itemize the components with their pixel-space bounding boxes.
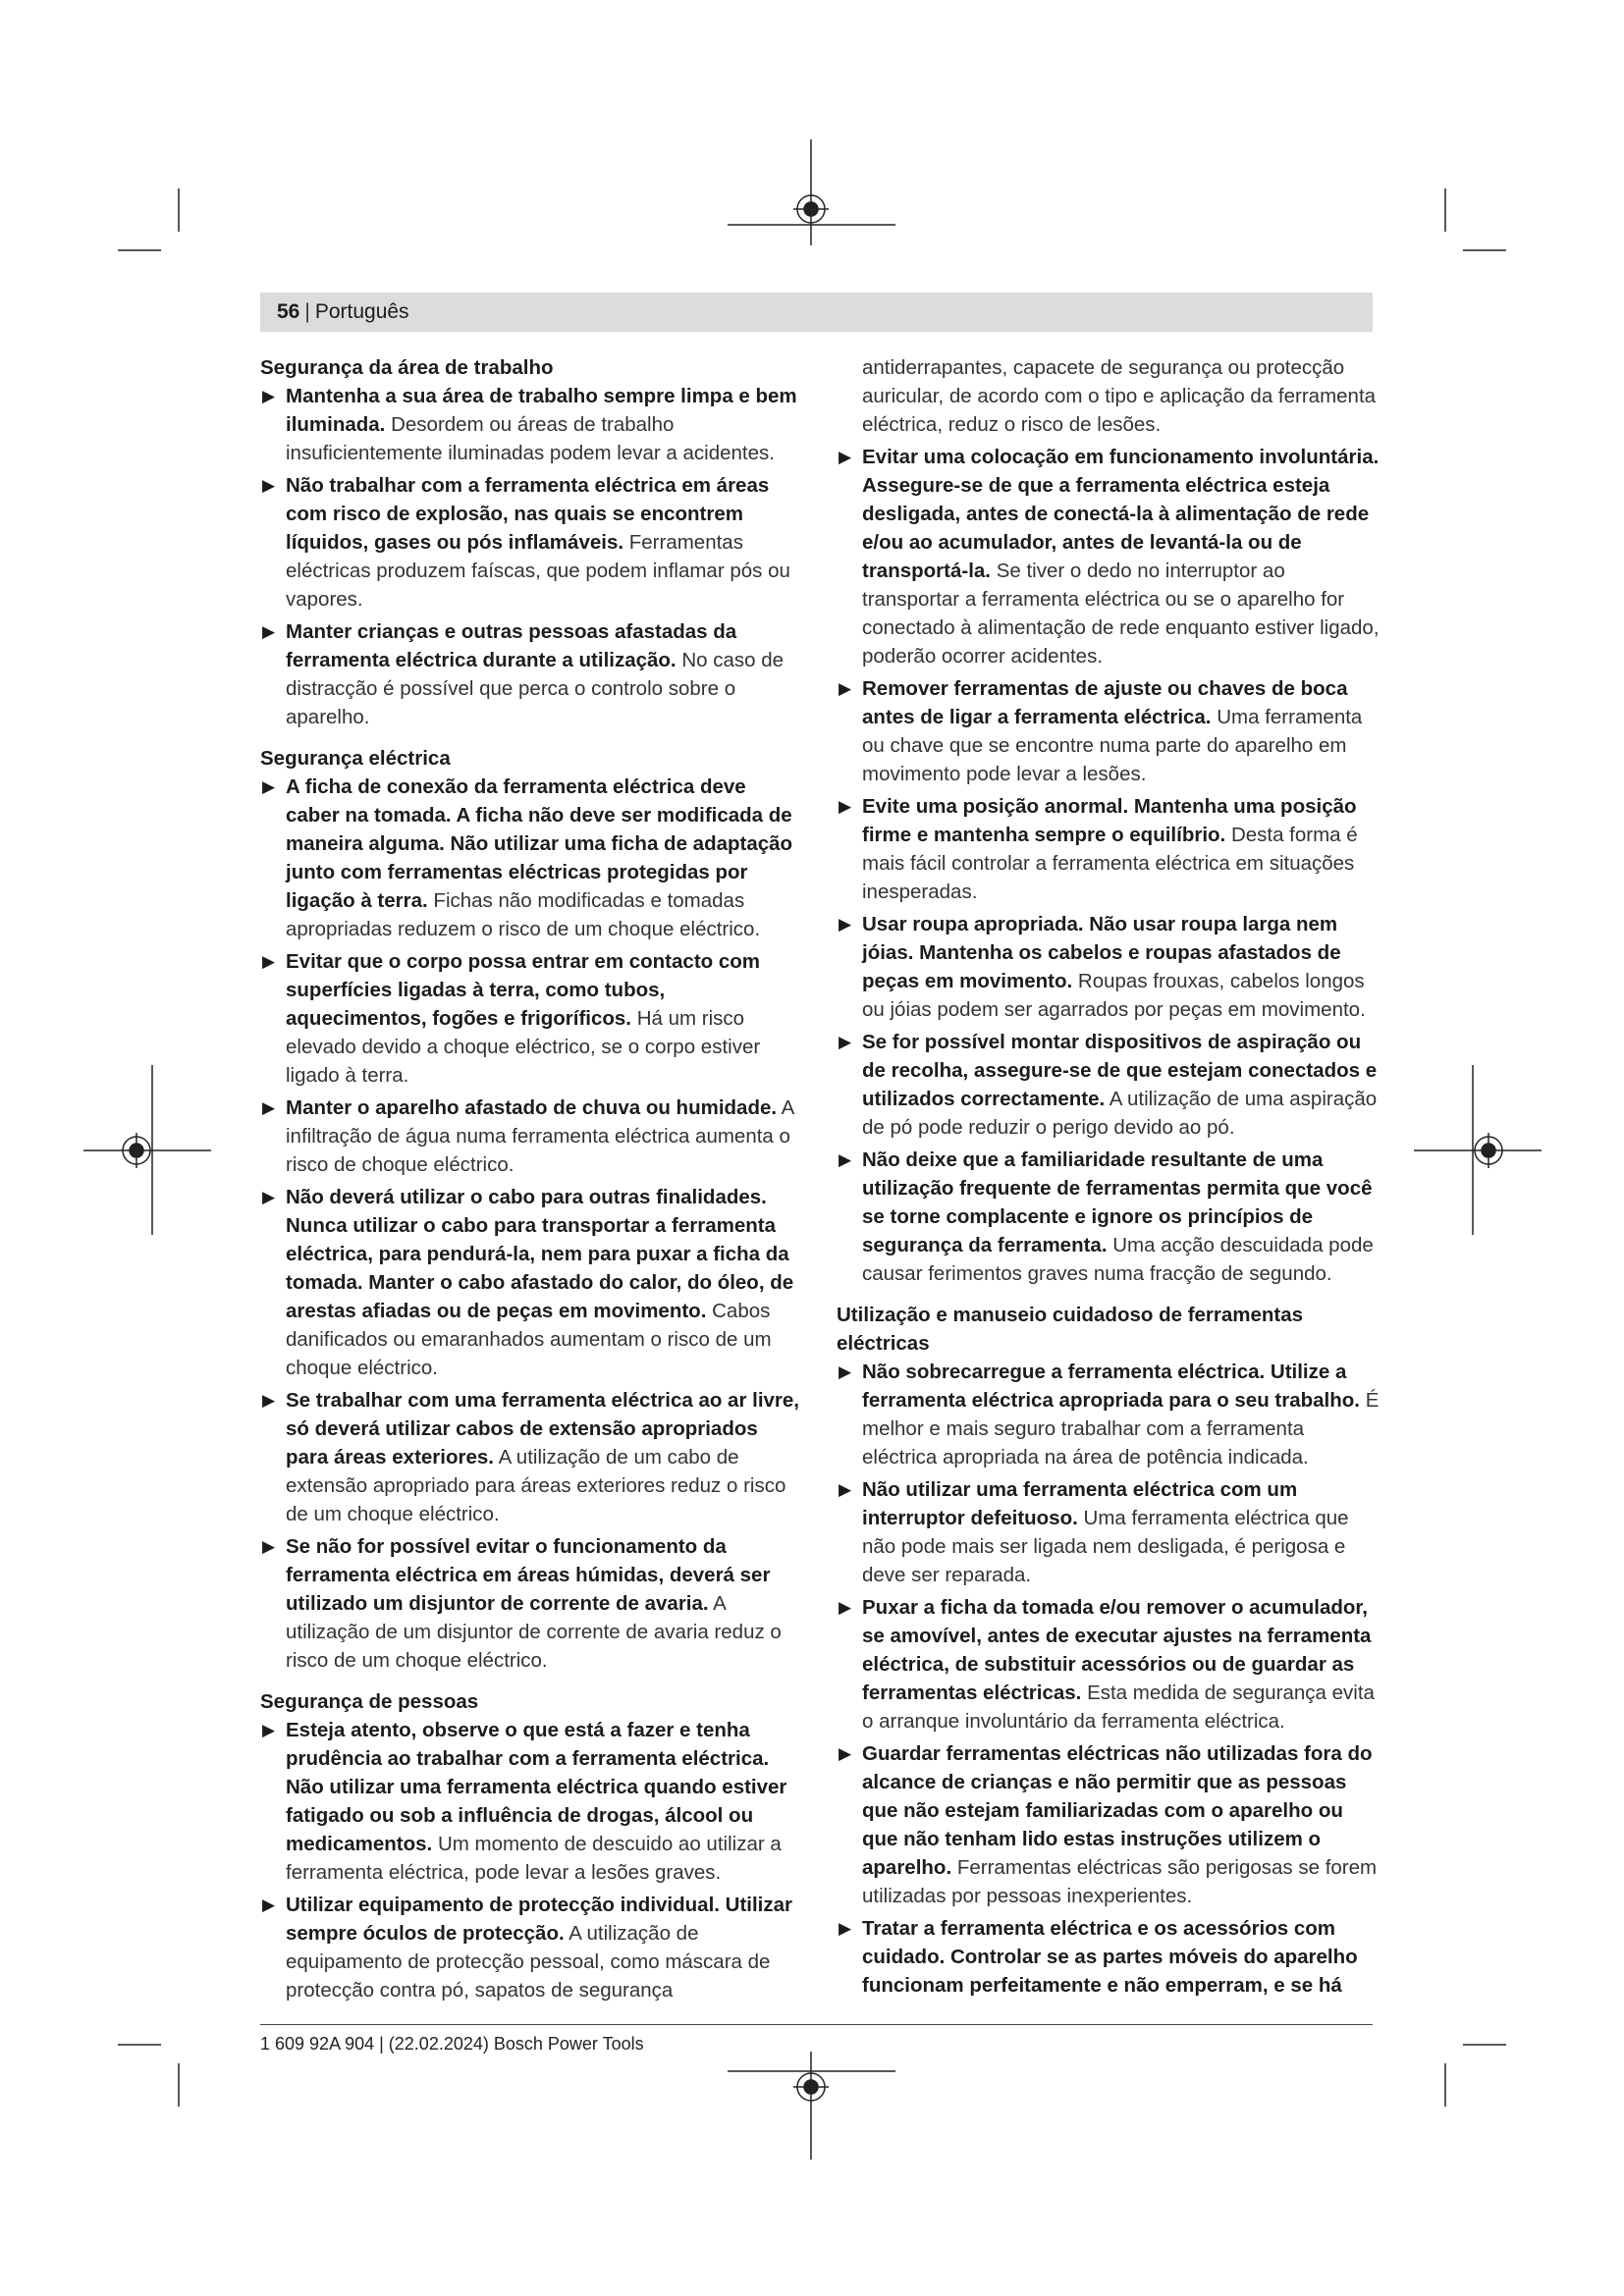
safety-instruction: [837, 1358, 1380, 1471]
left-column: [260, 353, 800, 2008]
instruction-explanation: Uma ferramenta eléctrica que não pode mais ser ligada nem desligada, é perigosa e deve ser reparada.: [862, 1507, 1349, 1586]
crosshair-registration-icon: [728, 2052, 895, 2160]
instruction-explanation: Fichas não modificadas e tomadas apropriadas reduzem o risco de um choque eléctrico.: [286, 889, 761, 940]
right-column: [837, 353, 1380, 2003]
right-triangle-icon: ▶: [839, 1362, 852, 1381]
instruction-explanation: Uma acção descuidada pode causar ferimentos graves numa fracção de segundo.: [862, 1234, 1374, 1285]
instruction-explanation: Roupas frouxas, cabelos longos ou jóias podem ser agarrados por peças em movimento.: [862, 970, 1366, 1021]
crosshair-registration-icon: [83, 1065, 211, 1235]
safety-instruction: [260, 382, 800, 467]
instruction-bold: A ficha de conexão da ferramenta eléctrica deve caber na tomada. A ficha não deve ser modificada de maneira alguma. Não utilizar uma ficha de adaptação junto com ferramentas eléctricas protegidas por ligação à terra.: [286, 775, 793, 912]
right-triangle-icon: ▶: [262, 777, 276, 796]
right-triangle-icon: ▶: [262, 476, 276, 495]
right-triangle-icon: ▶: [839, 797, 852, 816]
instruction-explanation: Cabos danificados ou emaranhados aumentam o risco de um choque eléctrico.: [286, 1300, 772, 1379]
page-header: [260, 293, 1373, 332]
instruction-bold: Mantenha a sua área de trabalho sempre limpa e bem iluminada.: [286, 385, 797, 436]
section-title: Segurança de pessoas: [260, 1690, 479, 1713]
safety-instruction: [837, 792, 1380, 906]
instruction-explanation: Ferramentas eléctricas são perigosas se forem utilizadas por pessoas inexperientes.: [862, 1856, 1378, 1907]
safety-instruction: [260, 1183, 800, 1382]
right-triangle-icon: ▶: [839, 1150, 852, 1169]
footer-rule: [260, 2024, 1373, 2025]
instruction-explanation: Desordem ou áreas de trabalho insuficientemente iluminadas podem levar a acidentes.: [286, 413, 775, 464]
right-triangle-icon: ▶: [262, 1098, 276, 1117]
safety-instruction: [260, 1891, 800, 2004]
instruction-bold: Não utilizar uma ferramenta eléctrica com um interruptor defeituoso.: [862, 1478, 1298, 1529]
right-triangle-icon: ▶: [262, 1896, 276, 1914]
continued-text: antiderrapantes, capacete de segurança ou protecção auricular, de acordo com o tipo e aplicação da ferramenta eléctrica, reduz o risco de lesões.: [862, 356, 1377, 436]
instruction-bold: Manter o aparelho afastado de chuva ou humidade.: [286, 1096, 778, 1119]
right-triangle-icon: ▶: [262, 1188, 276, 1206]
safety-instruction: [837, 1475, 1380, 1589]
safety-instruction: [260, 947, 800, 1090]
instruction-bold: Tratar a ferramenta eléctrica e os acessórios com cuidado. Controlar se as partes móveis do aparelho funcionam perfeitamente e não emperram, e se há: [862, 1917, 1358, 1997]
safety-instruction: [260, 1094, 800, 1179]
instruction-explanation: Um momento de descuido ao utilizar a ferramenta eléctrica, pode levar a lesões graves.: [286, 1833, 782, 1884]
header-separator: |: [304, 300, 310, 323]
instruction-explanation: Ferramentas eléctricas produzem faíscas, que podem inflamar pós ou vapores.: [286, 531, 790, 611]
instruction-bold: Evite uma posição anormal. Mantenha uma posição firme e mantenha sempre o equilíbrio.: [862, 795, 1357, 846]
instruction-explanation: Uma ferramenta ou chave que se encontre numa parte do aparelho em movimento pode levar a lesões.: [862, 706, 1363, 785]
right-triangle-icon: ▶: [262, 622, 276, 641]
safety-instruction: [260, 773, 800, 943]
instruction-explanation: A utilização de uma aspiração de pó pode reduzir o perigo devido ao pó.: [862, 1088, 1378, 1139]
instruction-bold: Usar roupa apropriada. Não usar roupa larga nem jóias. Mantenha os cabelos e roupas afastados de peças em movimento.: [862, 913, 1341, 992]
safety-instruction: [260, 1532, 800, 1675]
instruction-explanation: Há um risco elevado devido a choque eléctrico, se o corpo estiver ligado à terra.: [286, 1007, 761, 1087]
instruction-bold: Utilizar equipamento de protecção individual. Utilizar sempre óculos de protecção.: [286, 1894, 793, 1945]
right-triangle-icon: ▶: [839, 448, 852, 466]
right-triangle-icon: ▶: [262, 952, 276, 971]
safety-instruction: [260, 617, 800, 731]
instruction-bold: Não sobrecarregue a ferramenta eléctrica. Utilize a ferramenta eléctrica apropriada para o seu trabalho.: [862, 1361, 1360, 1412]
safety-instruction: [837, 443, 1380, 670]
safety-instruction: [260, 471, 800, 614]
instruction-explanation: Desta forma é mais fácil controlar a ferramenta eléctrica em situações inesperadas.: [862, 824, 1358, 903]
safety-instruction: [837, 674, 1380, 788]
safety-instruction: [837, 910, 1380, 1024]
safety-instruction: [837, 1028, 1380, 1142]
instruction-explanation: Se tiver o dedo no interruptor ao transportar a ferramenta eléctrica ou se o aparelho for conectado à alimentação de rede enquanto estiver ligado, poderão ocorrer acidentes.: [862, 560, 1380, 667]
instruction-bold: Evitar uma colocação em funcionamento involuntária. Assegure-se de que a ferramenta eléctrica esteja desligada, antes de conectá-la à alimentação de rede e/ou ao acumulador, antes de levantá-la ou de transportá-la.: [862, 446, 1380, 582]
footer-text: 1 609 92A 904 | (22.02.2024) Bosch Power Tools: [260, 2034, 644, 2054]
instruction-bold: Não trabalhar com a ferramenta eléctrica em áreas com risco de explosão, nas quais se encontrem líquidos, gases ou pós inflamáveis.: [286, 474, 770, 554]
instruction-bold: Se for possível montar dispositivos de aspiração ou de recolha, assegure-se de que estejam conectados e utilizados correctamente.: [862, 1031, 1378, 1110]
instruction-explanation: A utilização de equipamento de protecção pessoal, como máscara de protecção contra pó, sapatos de segurança: [286, 1922, 771, 2002]
right-triangle-icon: ▶: [839, 1919, 852, 1938]
instruction-explanation: É melhor e mais seguro trabalhar com a ferramenta eléctrica apropriada na área de potência indicada.: [862, 1389, 1380, 1468]
section-title: Segurança eléctrica: [260, 747, 451, 770]
header-language: Português: [314, 300, 409, 323]
section-title: Segurança da área de trabalho: [260, 356, 554, 379]
instruction-bold: Evitar que o corpo possa entrar em contacto com superfícies ligadas à terra, como tubos, aquecimentos, fogões e frigoríficos.: [286, 950, 761, 1030]
crosshair-registration-icon: [1414, 1065, 1542, 1235]
right-triangle-icon: ▶: [262, 1391, 276, 1410]
right-triangle-icon: ▶: [839, 1744, 852, 1763]
instruction-explanation: A utilização de um cabo de extensão apropriado para áreas exteriores reduz o risco de um choque eléctrico.: [286, 1446, 786, 1525]
safety-instruction: [837, 1146, 1380, 1288]
instruction-explanation: No caso de distracção é possível que perca o controlo sobre o aparelho.: [286, 649, 785, 728]
instruction-bold: Puxar a ficha da tomada e/ou remover o acumulador, se amovível, antes de executar ajustes na ferramenta eléctrica, de substituir acessórios ou de guardar as ferramentas eléctricas.: [862, 1596, 1372, 1704]
instruction-explanation: A infiltração de água numa ferramenta eléctrica aumenta o risco de choque eléctrico.: [286, 1096, 794, 1176]
safety-instruction: [837, 1914, 1380, 2000]
safety-instruction: [837, 1593, 1380, 1735]
section-title: Utilização e manuseio cuidadoso de ferramentas eléctricas: [837, 1304, 1304, 1355]
right-triangle-icon: ▶: [839, 1480, 852, 1499]
safety-instruction: [837, 1739, 1380, 1910]
right-triangle-icon: ▶: [839, 1033, 852, 1051]
instruction-bold: Se não for possível evitar o funcionamento da ferramenta eléctrica em áreas húmidas, deverá ser utilizado um disjuntor de corrente de avaria.: [286, 1535, 771, 1615]
instruction-explanation: A utilização de um disjuntor de corrente de avaria reduz o risco de um choque eléctrico.: [286, 1592, 782, 1672]
instruction-explanation: Esta medida de segurança evita o arranque involuntário da ferramenta eléctrica.: [862, 1682, 1375, 1733]
instruction-bold: Não deverá utilizar o cabo para outras finalidades. Nunca utilizar o cabo para transportar a ferramenta eléctrica, para pendurá-la, nem para puxar a ficha da tomada. Manter o cabo afastado do calor, do óleo, de arestas afiadas ou de peças em movimento.: [286, 1186, 794, 1322]
right-triangle-icon: ▶: [839, 1598, 852, 1617]
instruction-bold: Não deixe que a familiaridade resultante de uma utilização frequente de ferramentas permita que você se torne complacente e ignore os princípios de segurança da ferramenta.: [862, 1148, 1373, 1256]
safety-instruction: [260, 1716, 800, 1887]
page-number: 56: [277, 300, 300, 323]
instruction-bold: Esteja atento, observe o que está a fazer e tenha prudência ao trabalhar com a ferramenta eléctrica. Não utilizar uma ferramenta eléctrica quando estiver fatigado ou sob a influência de drogas, álcool ou medicamentos.: [286, 1719, 787, 1855]
right-triangle-icon: ▶: [262, 1721, 276, 1739]
instruction-bold: Guardar ferramentas eléctricas não utilizadas fora do alcance de crianças e não permitir que as pessoas que não estejam familiarizadas com o aparelho ou que não tenham lido estas instruções utilizem o aparelho.: [862, 1742, 1373, 1879]
safety-instruction: [260, 1386, 800, 1528]
crosshair-registration-icon: [728, 139, 895, 245]
right-triangle-icon: ▶: [839, 679, 852, 698]
instruction-bold: Se trabalhar com uma ferramenta eléctrica ao ar livre, só deverá utilizar cabos de extensão apropriados para áreas exteriores.: [286, 1389, 800, 1468]
right-triangle-icon: ▶: [262, 1537, 276, 1556]
right-triangle-icon: ▶: [262, 387, 276, 405]
instruction-bold: Manter crianças e outras pessoas afastadas da ferramenta eléctrica durante a utilização.: [286, 620, 737, 671]
instruction-bold: Remover ferramentas de ajuste ou chaves de boca antes de ligar a ferramenta eléctrica.: [862, 677, 1348, 728]
right-triangle-icon: ▶: [839, 915, 852, 934]
